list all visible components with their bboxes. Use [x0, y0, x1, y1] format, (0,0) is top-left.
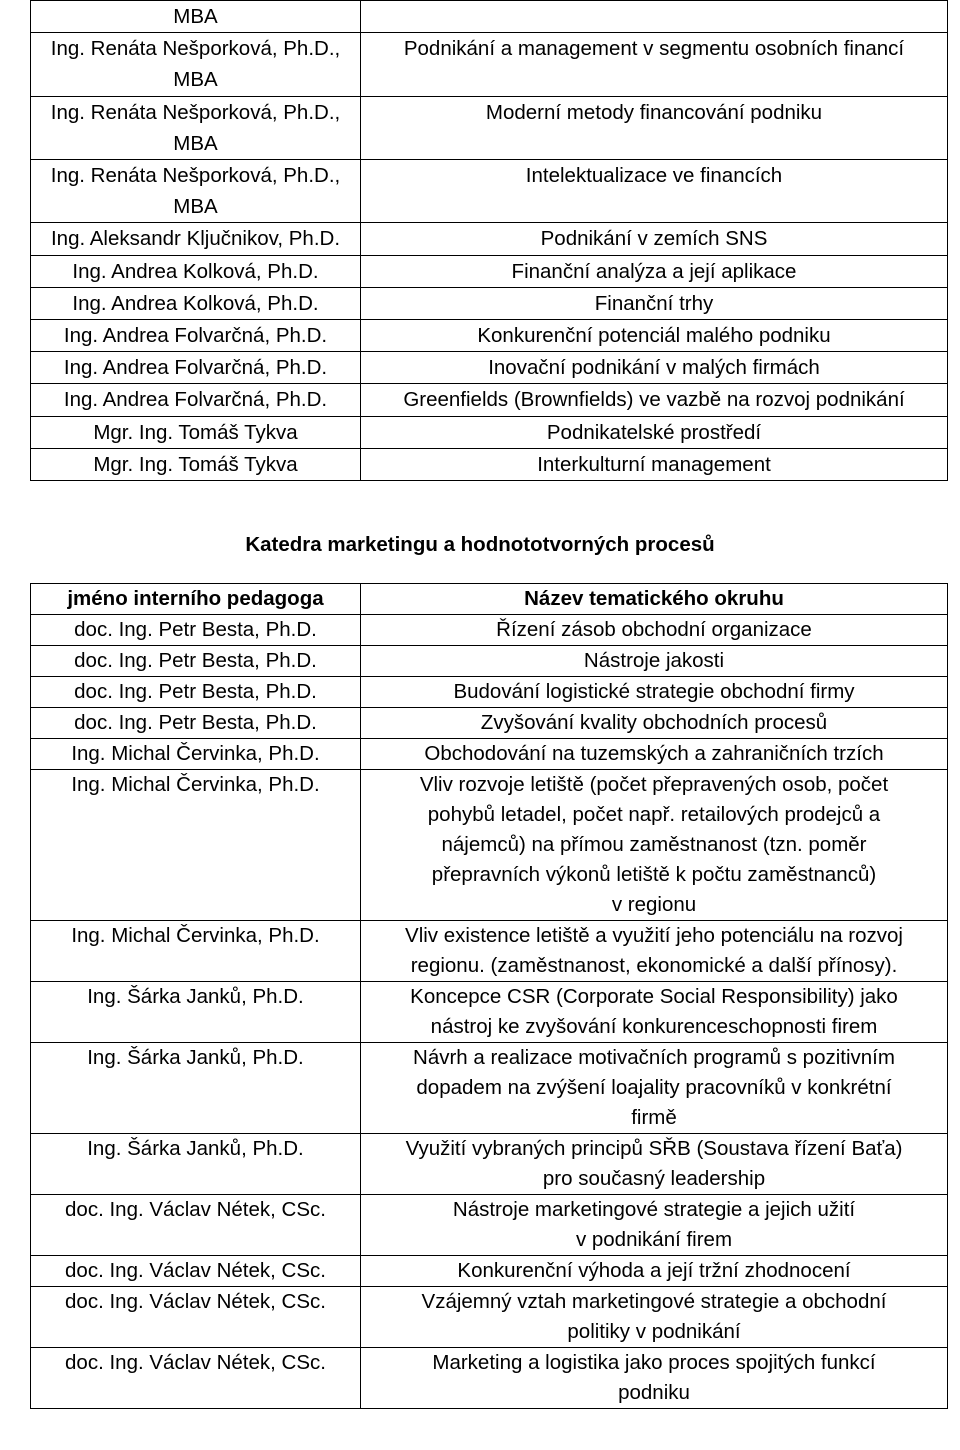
topic-line: Využití vybraných principů SŘB (Soustava řízení Baťa) — [405, 1137, 903, 1160]
topic-line: Konkurenční výhoda a její tržní zhodnocení — [457, 1259, 851, 1282]
topic-line: Podnikatelské prostředí — [546, 420, 762, 444]
topic-line: Vliv existence letiště a využití jeho potenciálu na rozvoj — [405, 924, 903, 947]
topic-line: dopadem na zvýšení loajality pracovníků v konkrétní — [416, 1076, 892, 1099]
name-line: MBA — [173, 68, 218, 92]
topic-line: Greenfields (Brownfields) ve vazbě na rozvoj podnikání — [403, 388, 905, 412]
pedagog-name — [31, 96, 361, 159]
topic-cell — [361, 921, 948, 982]
pedagog-name — [31, 287, 361, 319]
topic-line: Nástroje marketingové strategie a jejich užití — [452, 1198, 856, 1221]
topic-cell — [361, 982, 948, 1043]
pedagog-name: doc. Ing. Václav Nétek, CSc. — [31, 1195, 361, 1256]
topic-cell — [361, 1348, 948, 1409]
pedagog-name — [31, 160, 361, 223]
topic-cell — [361, 1043, 948, 1134]
topic-line: firmě — [631, 1106, 677, 1129]
topic-cell — [361, 1256, 948, 1287]
topic-line: Moderní metody financování podniku — [485, 100, 823, 124]
name-line: Mgr. Ing. Tomáš Tykva — [93, 452, 298, 476]
table-row — [31, 352, 948, 384]
name-line: Ing. Renáta Nešporková, Ph.D., — [50, 164, 341, 188]
topic-line: regionu. (zaměstnanost, ekonomické a další přínosy). — [410, 954, 898, 977]
table-row — [31, 770, 948, 921]
table-marketing — [30, 583, 948, 1409]
pedagog-name — [31, 255, 361, 287]
topic-line: Inovační podnikání v malých firmách — [488, 356, 820, 380]
pedagog-name: doc. Ing. Václav Nétek, CSc. — [31, 1256, 361, 1287]
table-row — [31, 33, 948, 96]
pedagog-name — [31, 448, 361, 480]
topic-line: pohybů letadel, počet např. retailových prodejců a — [427, 803, 881, 826]
table-row — [31, 384, 948, 416]
name-line: Ing. Andrea Folvarčná, Ph.D. — [63, 324, 328, 348]
pedagog-name — [31, 384, 361, 416]
table-row — [31, 982, 948, 1043]
topic-line: Finanční trhy — [594, 291, 714, 315]
table-row — [31, 615, 948, 646]
pedagog-name: Ing. Šárka Janků, Ph.D. — [31, 1043, 361, 1134]
pedagog-name: Ing. Michal Červinka, Ph.D. — [31, 739, 361, 770]
table-row — [31, 223, 948, 255]
topic-line: pro současný leadership — [542, 1167, 766, 1190]
table-row — [31, 1195, 948, 1256]
topic-line: Návrh a realizace motivačních programů s pozitivním — [413, 1046, 895, 1069]
topic-cell — [361, 677, 948, 708]
topic-line: Zvyšování kvality obchodních procesů — [480, 711, 828, 734]
topic-cell — [361, 739, 948, 770]
topic-line: politiky v podnikání — [567, 1320, 741, 1343]
topic-cell — [361, 1195, 948, 1256]
table-header-row — [31, 584, 948, 615]
name-line: Ing. Aleksandr Ključnikov, Ph.D. — [50, 227, 341, 251]
name-line: Ing. Andrea Folvarčná, Ph.D. — [63, 388, 328, 412]
table-marketing-body — [31, 615, 948, 1409]
table-row — [31, 160, 948, 223]
topic-line: Podnikání a management v segmentu osobních financí — [403, 37, 905, 61]
topic-line: Nástroje jakosti — [583, 649, 725, 672]
pedagog-name: doc. Ing. Václav Nétek, CSc. — [31, 1287, 361, 1348]
name-line: Ing. Andrea Kolková, Ph.D. — [72, 291, 319, 315]
topic-cell — [361, 646, 948, 677]
pedagog-name — [31, 1, 361, 33]
topic-line: nájemců) na přímou zaměstnanost (tzn. poměr — [441, 833, 867, 856]
name-line: MBA — [173, 131, 218, 155]
topic-cell — [361, 416, 948, 448]
topic-cell — [361, 448, 948, 480]
topic-cell — [361, 384, 948, 416]
table-row — [31, 1043, 948, 1134]
topic-line: Marketing a logistika jako proces spojitých funkcí — [432, 1351, 876, 1374]
table-row — [31, 708, 948, 739]
pedagog-name — [31, 223, 361, 255]
topic-line: Řízení zásob obchodní organizace — [496, 618, 812, 641]
topic-line: nástroj ke zvyšování konkurenceschopnosti firem — [430, 1015, 878, 1038]
pedagog-name: doc. Ing. Petr Besta, Ph.D. — [31, 615, 361, 646]
topic-cell — [361, 708, 948, 739]
pedagog-name: Ing. Michal Červinka, Ph.D. — [31, 921, 361, 982]
pedagog-name — [31, 352, 361, 384]
topic-line: Koncepce CSR (Corporate Social Responsibility) jako — [410, 985, 898, 1008]
topic-cell — [361, 615, 948, 646]
topic-line: přepravních výkonů letiště k počtu zaměstnanců) — [431, 863, 877, 886]
topic-line: Konkurenční potenciál malého podniku — [477, 324, 831, 348]
topic-line: v podnikání firem — [575, 1228, 733, 1251]
pedagog-name: doc. Ing. Petr Besta, Ph.D. — [31, 646, 361, 677]
pedagog-name: doc. Ing. Václav Nétek, CSc. — [31, 1348, 361, 1409]
topic-cell — [361, 223, 948, 255]
pedagog-name — [31, 320, 361, 352]
pedagog-name: Ing. Šárka Janků, Ph.D. — [31, 982, 361, 1043]
topic-line: Finanční analýza a její aplikace — [511, 259, 797, 283]
topic-cell — [361, 287, 948, 319]
topic-cell — [361, 1287, 948, 1348]
table-row — [31, 320, 948, 352]
topic-cell — [361, 160, 948, 223]
table-finance — [30, 0, 948, 481]
pedagog-name — [31, 33, 361, 96]
name-line: Ing. Andrea Folvarčná, Ph.D. — [63, 356, 328, 380]
topic-line: Budování logistické strategie obchodní firmy — [453, 680, 855, 703]
pedagog-name — [31, 416, 361, 448]
topic-line: Vzájemný vztah marketingové strategie a obchodní — [421, 1290, 887, 1313]
name-line: Ing. Andrea Kolková, Ph.D. — [72, 259, 319, 283]
table-row — [31, 646, 948, 677]
table-row — [31, 739, 948, 770]
topic-line: Vliv rozvoje letiště (počet přepravených osob, počet — [419, 773, 889, 796]
table-row — [31, 1256, 948, 1287]
table-row — [31, 921, 948, 982]
table-row — [31, 416, 948, 448]
topic-cell — [361, 33, 948, 96]
topic-line: v regionu — [611, 893, 697, 916]
header-name: jméno interního pedagoga — [31, 584, 361, 615]
name-line: MBA — [173, 5, 218, 28]
topic-cell — [361, 255, 948, 287]
table-row — [31, 448, 948, 480]
table-row — [31, 287, 948, 319]
name-line: MBA — [173, 195, 218, 219]
pedagog-name: Ing. Michal Červinka, Ph.D. — [31, 770, 361, 921]
name-line: Ing. Renáta Nešporková, Ph.D., — [50, 100, 341, 124]
topic-line: Intelektualizace ve financích — [525, 164, 783, 188]
topic-cell — [361, 96, 948, 159]
topic-cell — [361, 1134, 948, 1195]
pedagog-name: doc. Ing. Petr Besta, Ph.D. — [31, 677, 361, 708]
topic-cell — [361, 320, 948, 352]
table-row — [31, 677, 948, 708]
topic-line: podniku — [618, 1381, 690, 1404]
table-row — [31, 1, 948, 33]
topic-line: Podnikání v zemích SNS — [540, 227, 768, 251]
topic-line: Obchodování na tuzemských a zahraničních trzích — [424, 742, 884, 765]
name-line: Mgr. Ing. Tomáš Tykva — [93, 420, 298, 444]
table-row — [31, 1134, 948, 1195]
topic-cell — [361, 1, 948, 33]
table-row — [31, 1348, 948, 1409]
table-row — [31, 255, 948, 287]
topic-cell — [361, 770, 948, 921]
table-row — [31, 1287, 948, 1348]
section-heading: Katedra marketingu a hodnototvorných procesů — [245, 533, 715, 556]
table-finance-body — [31, 1, 948, 481]
pedagog-name: Ing. Šárka Janků, Ph.D. — [31, 1134, 361, 1195]
name-line: Ing. Renáta Nešporková, Ph.D., — [50, 37, 341, 61]
table-row — [31, 96, 948, 159]
header-topic: Název tematického okruhu — [361, 584, 948, 615]
topic-cell — [361, 352, 948, 384]
pedagog-name: doc. Ing. Petr Besta, Ph.D. — [31, 708, 361, 739]
topic-line: Interkulturní management — [537, 452, 771, 476]
